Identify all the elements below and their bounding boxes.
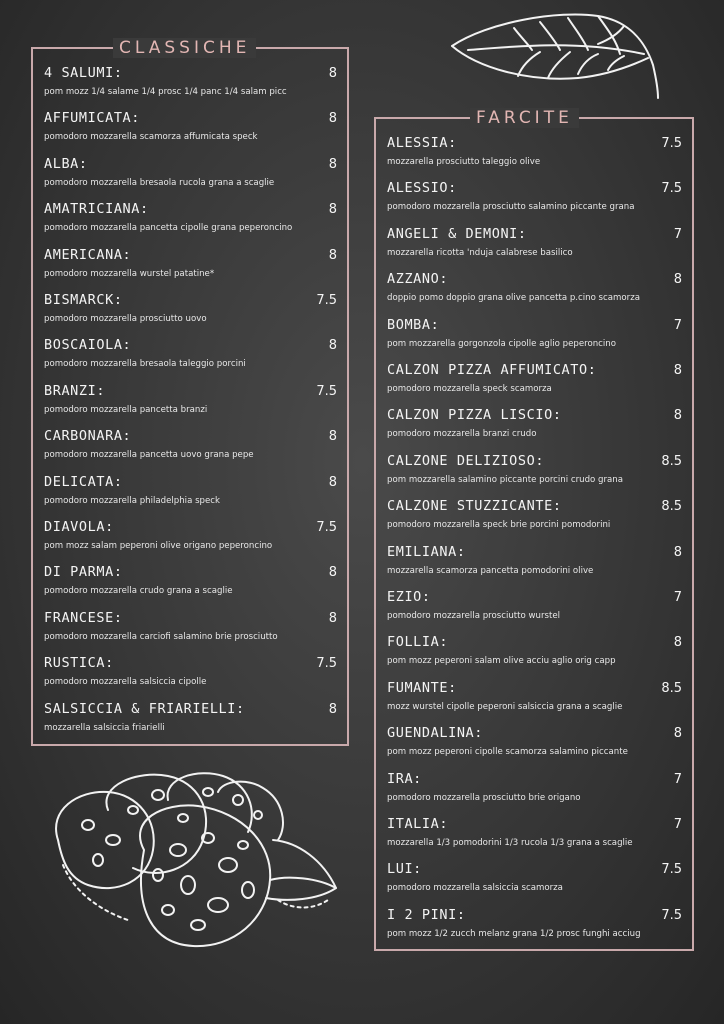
- menu-item-price: 7: [673, 771, 682, 787]
- menu-item-header: [44, 247, 337, 265]
- menu-item-price: 7.5: [661, 181, 682, 197]
- menu-item: [44, 428, 337, 460]
- menu-item-header: [44, 701, 337, 719]
- menu-item-name: BRANZI:: [44, 382, 106, 399]
- menu-item-price: 7.5: [316, 520, 337, 535]
- menu-item-header: [44, 519, 337, 537]
- menu-item-name: FRANCESE:: [44, 609, 123, 626]
- menu-item: [44, 337, 337, 369]
- menu-item: [387, 907, 682, 939]
- menu-item-price: 7: [673, 317, 682, 333]
- menu-item-description: mozzarella salsiccia friarielli: [44, 722, 165, 733]
- menu-item-header: [387, 453, 682, 471]
- menu-item-name: SALSICCIA & FRIARIELLI:: [44, 700, 245, 717]
- menu-item-header: [387, 861, 682, 879]
- menu-item-price: 8: [673, 408, 682, 424]
- menu-item: [44, 65, 337, 97]
- menu-item: [387, 407, 682, 439]
- menu-item-name: BOMBA:: [387, 316, 440, 333]
- menu-item: [387, 771, 682, 803]
- menu-item-header: [387, 725, 682, 743]
- menu-item-name: DIAVOLA:: [44, 519, 114, 535]
- menu-item: [387, 362, 682, 394]
- menu-item-description: pomodoro mozzarella scamorza affumicata speck: [44, 132, 258, 143]
- menu-item-header: [387, 634, 682, 652]
- menu-item-description: pom mozz salam peperoni olive origano peperoncino: [44, 541, 273, 551]
- menu-item-name: ALESSIO:: [387, 180, 457, 197]
- menu-item-name: EZIO:: [387, 589, 431, 605]
- menu-item: [387, 135, 682, 167]
- menu-item-description: pomodoro mozzarella salsiccia scamorza: [387, 883, 563, 894]
- menu-item-name: AMERICANA:: [44, 246, 132, 263]
- menu-item-header: [44, 383, 337, 401]
- menu-item-header: [44, 337, 337, 355]
- menu-item-name: ALESSIA:: [387, 135, 457, 151]
- menu-item: [44, 383, 337, 415]
- menu-item-description: pomodoro mozzarella philadelphia speck: [44, 495, 220, 506]
- menu-item-header: [387, 680, 682, 698]
- menu-item-price: 8: [328, 610, 337, 626]
- menu-item-price: 8: [673, 363, 682, 378]
- menu-item-header: [387, 180, 682, 198]
- menu-item-price: 8: [328, 474, 337, 490]
- menu-item-name: CALZONE DELIZIOSO:: [387, 452, 545, 469]
- menu-item-description: pomodoro mozzarella salsiccia cipolle: [44, 677, 207, 688]
- menu-item-description: pomodoro mozzarella prosciutto salamino piccante grana: [387, 202, 635, 213]
- menu-item-description: doppio pomo doppio grana olive pancetta p.cino scamorza: [387, 293, 640, 304]
- menu-item-name: ALBA:: [44, 155, 88, 172]
- menu-item-price: 8: [328, 701, 337, 717]
- menu-item-name: IRA:: [387, 770, 422, 787]
- menu-item-name: BOSCAIOLA:: [44, 337, 132, 354]
- menu-item-name: I 2 PINI:: [387, 906, 466, 923]
- menu-item-name: GUENDALINA:: [387, 725, 484, 742]
- menu-item: [387, 226, 682, 258]
- menu-item-price: 8: [673, 726, 682, 742]
- menu-item-description: mozzarella scamorza pancetta pomodorini olive: [387, 565, 594, 576]
- menu-item-price: 7.5: [316, 383, 337, 399]
- menu-item-description: pomodoro mozzarella speck brie porcini pomodorini: [387, 520, 611, 531]
- menu-item-price: 7.5: [661, 136, 682, 151]
- menu-item-name: AFFUMICATA:: [44, 110, 141, 127]
- menu-item-name: CALZONE STUZZICANTE:: [387, 498, 562, 515]
- menu-item-name: FOLLIA:: [387, 634, 449, 651]
- salami-illustration-icon: [48, 770, 340, 952]
- menu-item: [44, 655, 337, 687]
- menu-item-price: 8: [328, 202, 337, 218]
- menu-item: [387, 816, 682, 848]
- menu-item: [387, 544, 682, 576]
- menu-item-description: pomodoro mozzarella prosciutto brie origano: [387, 792, 581, 803]
- menu-item-price: 8.5: [661, 680, 682, 696]
- menu-item-price: 8.5: [661, 453, 682, 469]
- menu-item-description: pomodoro mozzarella crudo grana a scaglie: [44, 586, 233, 597]
- farcite-panel: [374, 108, 694, 951]
- menu-item-price: 8: [673, 544, 682, 560]
- menu-item-price: 8: [328, 111, 337, 127]
- menu-item-name: ANGELI & DEMONI:: [387, 225, 527, 242]
- menu-item-header: [44, 428, 337, 446]
- menu-item-header: [387, 816, 682, 834]
- menu-item-price: 8.5: [661, 499, 682, 515]
- menu-item-price: 8: [673, 272, 682, 288]
- menu-item-price: 8: [328, 338, 337, 354]
- menu-item-header: [44, 110, 337, 128]
- menu-item-name: DI PARMA:: [44, 564, 123, 581]
- leaf-illustration-icon: [448, 10, 664, 102]
- menu-item-name: CALZON PIZZA LISCIO:: [387, 407, 562, 424]
- classiche-panel: [31, 38, 349, 746]
- menu-item-header: [387, 907, 682, 925]
- menu-item-header: [387, 498, 682, 516]
- menu-item-header: [387, 317, 682, 335]
- menu-item-name: CALZON PIZZA AFFUMICATO:: [387, 362, 597, 378]
- menu-item-price: 7.5: [316, 656, 337, 672]
- menu-item-header: [387, 135, 682, 153]
- menu-item-price: 8: [328, 66, 337, 81]
- menu-item-price: 8: [328, 247, 337, 263]
- menu-item-description: pomodoro mozzarella bresaola taleggio porcini: [44, 359, 246, 370]
- menu-item-description: pomodoro mozzarella pancetta cipolle grana peperoncino: [44, 223, 293, 234]
- farcite-title: FARCITE: [470, 108, 579, 128]
- menu-item-header: [387, 226, 682, 244]
- menu-item-price: 8: [328, 429, 337, 445]
- menu-item-header: [387, 771, 682, 789]
- menu-item-description: mozz wurstel cipolle peperoni salsiccia grana a scaglie: [387, 701, 623, 712]
- menu-item: [44, 156, 337, 188]
- menu-item-name: CARBONARA:: [44, 428, 132, 445]
- menu-item-price: 7.5: [661, 907, 682, 923]
- menu-item-price: 7: [673, 817, 682, 832]
- menu-item: [387, 498, 682, 530]
- menu-item-name: EMILIANA:: [387, 543, 466, 560]
- menu-item-header: [387, 589, 682, 607]
- menu-item: [387, 271, 682, 303]
- menu-item: [44, 201, 337, 233]
- menu-item-header: [387, 544, 682, 562]
- classiche-title: CLASSICHE: [113, 38, 256, 58]
- menu-item-description: pomodoro mozzarella bresaola rucola grana a scaglie: [44, 177, 275, 188]
- menu-item-header: [44, 65, 337, 83]
- menu-item-description: pom mozz peperoni cipolle scamorza salamino piccante: [387, 747, 628, 758]
- menu-item-header: [387, 407, 682, 425]
- menu-item-name: AZZANO:: [387, 271, 449, 288]
- menu-item-header: [44, 564, 337, 582]
- menu-item-description: pom mozz 1/4 salame 1/4 prosc 1/4 panc 1/4 salam picc: [44, 87, 287, 97]
- menu-item-name: ITALIA:: [387, 816, 449, 832]
- menu-item-name: RUSTICA:: [44, 655, 114, 672]
- menu-item-name: 4 SALUMI:: [44, 65, 123, 81]
- menu-item-name: LUI:: [387, 861, 422, 878]
- menu-item-description: pomodoro mozzarella pancetta branzi: [44, 404, 208, 415]
- menu-item-price: 7: [673, 590, 682, 605]
- menu-item-price: 8: [673, 635, 682, 651]
- menu-item-header: [44, 292, 337, 310]
- menu-item-price: 7: [673, 226, 682, 242]
- menu-item: [387, 589, 682, 621]
- menu-item: [44, 247, 337, 279]
- menu-item-header: [387, 271, 682, 289]
- menu-item: [387, 680, 682, 712]
- menu-item-header: [44, 610, 337, 628]
- menu-item: [387, 453, 682, 485]
- menu-item: [44, 701, 337, 733]
- menu-item-description: mozzarella 1/3 pomodorini 1/3 rucola 1/3 grana a scaglie: [387, 838, 633, 848]
- menu-item-name: DELICATA:: [44, 473, 123, 490]
- menu-item-price: 8: [328, 565, 337, 581]
- menu-item-description: pomodoro mozzarella speck scamorza: [387, 384, 552, 394]
- menu-item-description: pomodoro mozzarella prosciutto uovo: [44, 314, 207, 324]
- menu-item-header: [44, 474, 337, 492]
- menu-item-description: pomodoro mozzarella branzi crudo: [387, 429, 537, 440]
- menu-item-description: pomodoro mozzarella wurstel patatine*: [44, 268, 215, 279]
- menu-item: [44, 610, 337, 642]
- menu-item: [387, 861, 682, 893]
- menu-item: [44, 292, 337, 324]
- menu-item-price: 7.5: [661, 862, 682, 878]
- menu-item: [387, 180, 682, 212]
- menu-item: [44, 564, 337, 596]
- menu-item: [44, 519, 337, 551]
- menu-item: [44, 474, 337, 506]
- menu-item-price: 8: [328, 156, 337, 172]
- menu-item-name: AMATRICIANA:: [44, 201, 149, 218]
- menu-item: [44, 110, 337, 142]
- menu-item-description: pom mozz 1/2 zucch melanz grana 1/2 prosc funghi acciug: [387, 928, 641, 939]
- menu-item-description: pomodoro mozzarella pancetta uovo grana pepe: [44, 450, 254, 461]
- menu-item-description: pom mozzarella salamino piccante porcini crudo grana: [387, 474, 623, 485]
- menu-item-name: FUMANTE:: [387, 679, 457, 696]
- menu-item-price: 7.5: [316, 293, 337, 308]
- menu-item-description: mozzarella ricotta 'nduja calabrese basilico: [387, 247, 573, 258]
- menu-item-description: pomodoro mozzarella carciofi salamino brie prosciutto: [44, 631, 278, 642]
- menu-item-description: pom mozzarella gorgonzola cipolle aglio peperoncino: [387, 338, 617, 349]
- menu-item-header: [44, 655, 337, 673]
- menu-item-header: [44, 156, 337, 174]
- menu-item-header: [387, 362, 682, 380]
- menu-item: [387, 634, 682, 666]
- menu-item-header: [44, 201, 337, 219]
- menu-item-description: pomodoro mozzarella prosciutto wurstel: [387, 611, 561, 621]
- menu-item-name: BISMARCK:: [44, 292, 123, 308]
- menu-item-description: pom mozz peperoni salam olive acciu aglio orig capp: [387, 656, 616, 667]
- menu-item-description: mozzarella prosciutto taleggio olive: [387, 157, 541, 167]
- menu-item: [387, 317, 682, 349]
- menu-item: [387, 725, 682, 757]
